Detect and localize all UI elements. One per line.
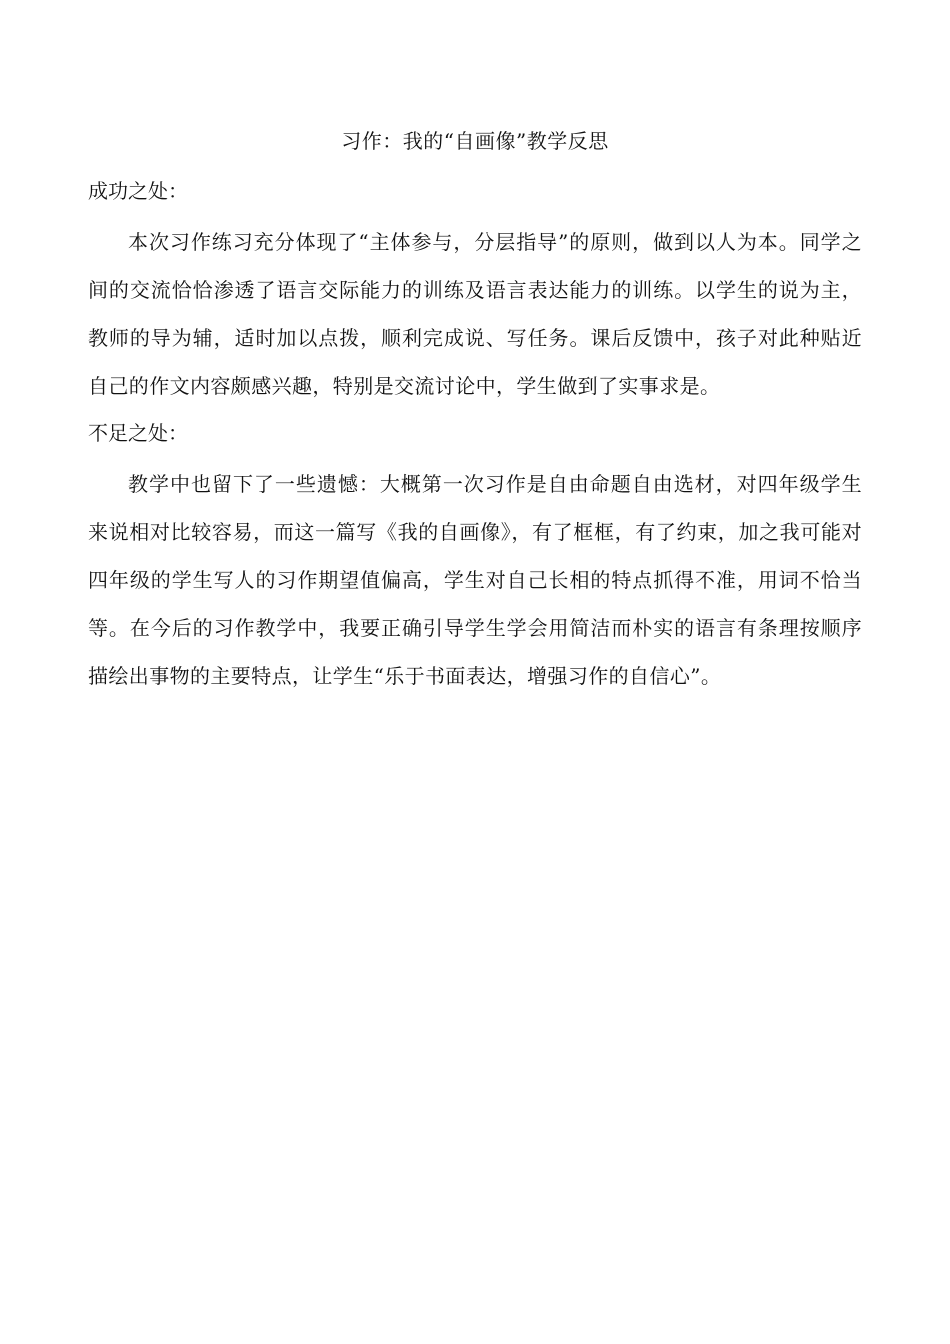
document-page	[88, 126, 862, 700]
section-heading-shortcomings: 不足之处：	[88, 421, 188, 445]
document-title: 习作：我的“自画像”教学反思	[341, 129, 609, 153]
section-paragraph-success: 本次习作练习充分体现了“主体参与，分层指导”的原则，做到以人为本。同学之间的交流恰恰渗透了语言交际能力的训练及语言表达能力的训练。以学生的说为主，教师的导为辅，适时加以点拨，顺利完成说、写任务。课后反馈中，孩子对此种贴近自己的作文内容颇感兴趣，特别是交流讨论中，学生做到了实事求是。	[88, 230, 862, 398]
section-paragraph-shortcomings: 教学中也留下了一些遗憾：大概第一次习作是自由命题自由选材，对四年级学生来说相对比较容易，而这一篇写《我的自画像》，有了框框，有了约束，加之我可能对四年级的学生写人的习作期望值偏高，学生对自己长相的特点抓得不准，用词不恰当等。在今后的习作教学中，我要正确引导学生学会用简洁而朴实的语言有条理按顺序描绘出事物的主要特点，让学生“乐于书面表达，增强习作的自信心”。	[88, 472, 862, 688]
section-heading-success: 成功之处：	[88, 179, 188, 203]
